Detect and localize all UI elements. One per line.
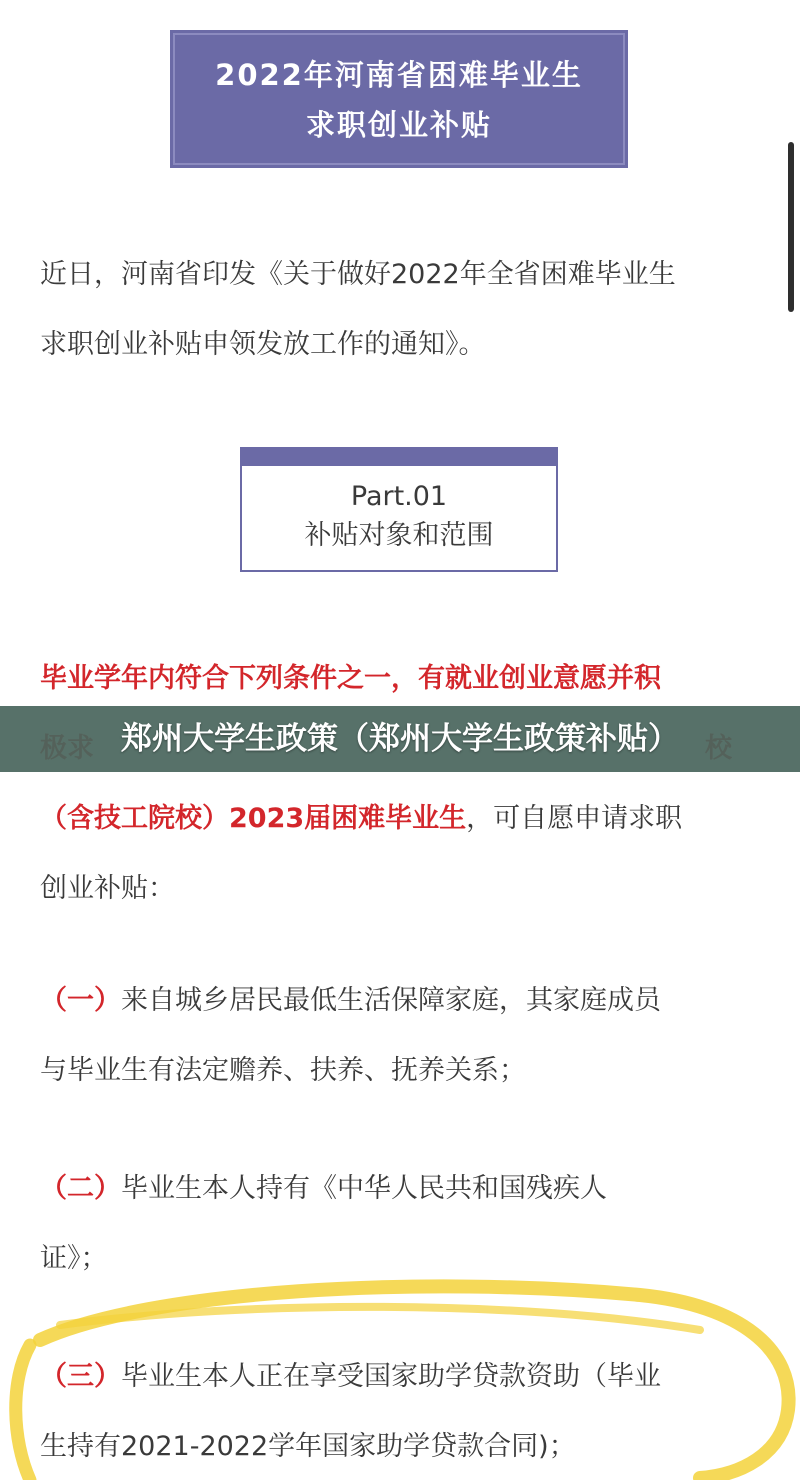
- conditions-paragraph: [40, 644, 770, 924]
- overlay-caption: 郑州大学生政策（郑州大学生政策补贴）: [0, 706, 800, 772]
- title-line-2: 求职创业补贴: [305, 108, 492, 142]
- title-line-1: 2022年河南省困难毕业生: [215, 58, 583, 92]
- item-2-line-2: 证》；: [40, 1243, 108, 1274]
- conditions-line-3: [40, 784, 770, 854]
- intro-line-1: 近日，河南省印发《关于做好2022年全省困难毕业生: [40, 259, 676, 290]
- part-number: Part.01: [350, 481, 448, 512]
- title-banner: [170, 30, 628, 168]
- conditions-line-3-normal: ，可自愿申请求职: [466, 803, 683, 834]
- conditions-line-1: 毕业学年内符合下列条件之一，有就业创业意愿并积: [40, 663, 661, 694]
- intro-paragraph: [40, 240, 770, 380]
- item-1-line-2: 与毕业生有法定赡养、扶养、抚养关系；: [40, 1055, 526, 1086]
- conditions-line-4: 创业补贴：: [40, 873, 175, 904]
- item-3-text: 毕业生本人正在享受国家助学贷款资助（毕业: [121, 1361, 661, 1392]
- item-1-line-1: [40, 966, 770, 1036]
- item-1: [40, 966, 770, 1106]
- scrollbar[interactable]: [788, 142, 794, 312]
- item-2-line-1: [40, 1154, 770, 1224]
- item-2-text: 毕业生本人持有《中华人民共和国残疾人: [121, 1173, 607, 1204]
- part-heading: 补贴对象和范围: [304, 520, 494, 551]
- item-2-number: （二）: [40, 1173, 121, 1204]
- item-3-number: （三）: [40, 1361, 121, 1392]
- item-1-text: 来自城乡居民最低生活保障家庭，其家庭成员: [121, 985, 661, 1016]
- conditions-line-3-red: （含技工院校）2023届困难毕业生: [40, 803, 467, 834]
- item-1-number: （一）: [40, 985, 121, 1016]
- part-header-band: [242, 449, 556, 466]
- item-3: [40, 1342, 770, 1482]
- item-3-line-2: 生持有2021-2022学年国家助学贷款合同)；: [40, 1431, 576, 1462]
- intro-line-2: 求职创业补贴申领发放工作的通知》。: [40, 329, 486, 360]
- item-3-line-1: [40, 1342, 770, 1412]
- item-2: [40, 1154, 770, 1294]
- part-header-box: [240, 447, 558, 572]
